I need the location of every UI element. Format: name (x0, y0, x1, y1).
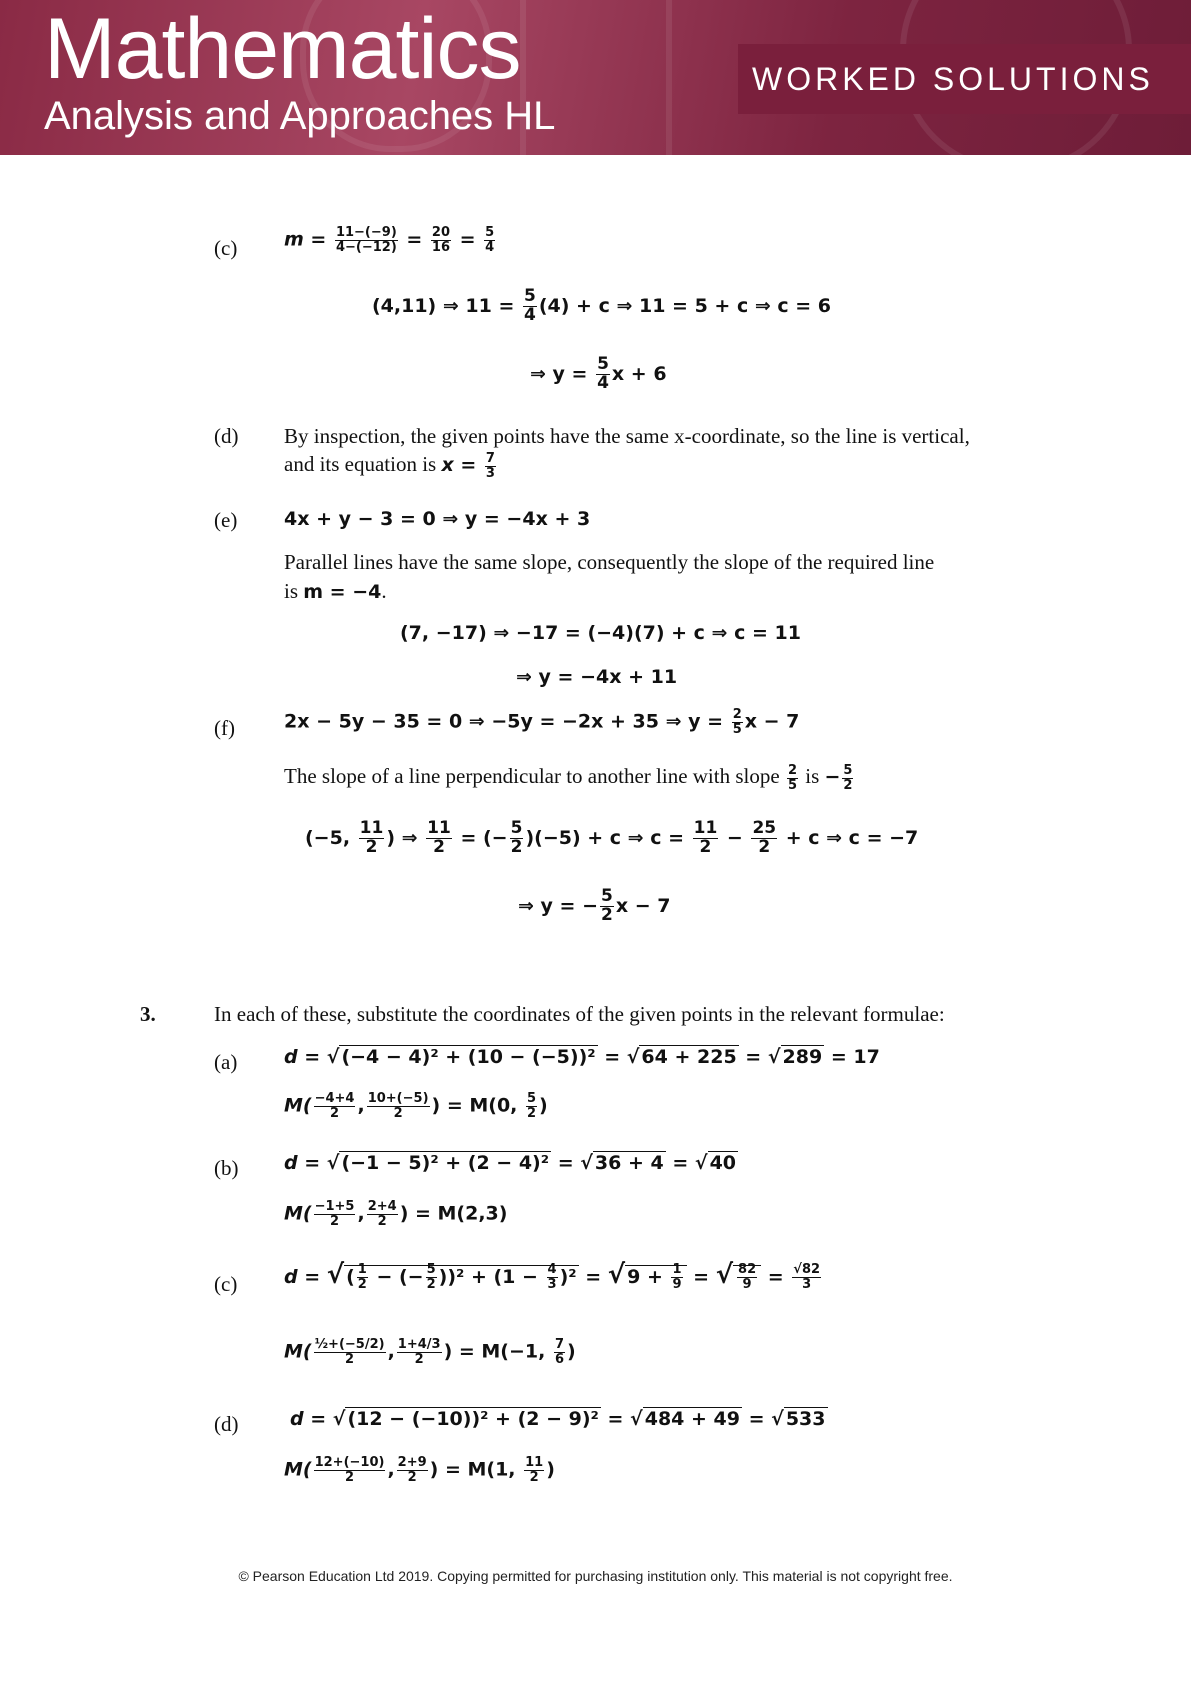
math-line: d = √ (12 − (−10))² + (2 − 9)² = √ 484 + 49 = √ 533 (290, 1408, 826, 1430)
book-title: Mathematics (44, 1, 521, 97)
text-line: By inspection, the given points have the same x-coordinate, so the line is vertical, (284, 424, 970, 448)
math-line: d = √ (−1 − 5)² + (2 − 4)² = √ 36 + 4 = √ 40 (284, 1152, 737, 1174)
text-line: and its equation is x = $\frac{7}{3}$ (284, 451, 495, 481)
text-line: Parallel lines have the same slope, consequently the slope of the required line (284, 550, 935, 574)
part-label: (e) (214, 508, 238, 532)
part-label: (d) (214, 1412, 239, 1436)
math-line: M( $\frac{-4+4}{2}$ , $\frac{10+(-5)}{2}$ ) = M(0, $\frac{5}{2}$ ) (284, 1091, 548, 1121)
math-line: (4,11) ⇒ 11 = $\frac{5}{4}$ (4) + c ⇒ 11 = 5 + c ⇒ c = 6 (372, 286, 831, 325)
part-label: (b) (214, 1156, 239, 1180)
question-number: 3. (140, 1002, 156, 1026)
part-label: (a) (214, 1050, 238, 1074)
part-label: (d) (214, 424, 239, 448)
math-line: M( $\frac{12+(-10)}{2}$ , $\frac{2+9}{2}$ ) = M(1, $\frac{11}{2}$ ) (284, 1455, 555, 1485)
math-line: d = √ ( $\frac{1}{2}$ − (− $\frac{5}{2}$ ))² + (1 − $\frac{4}{3}$ )² = √ 9 + $\frac{1}{9}$ = √ $\frac{82}{9}$ = $\frac{√82}{3}$ (284, 1260, 821, 1292)
math-line: M( $\frac{\text{½+(−5/2)}}{2}$ , $\frac{1+4/3}{2}$ ) = M(−1, $\frac{7}{6}$ ) (284, 1337, 576, 1367)
header-banner (0, 0, 1191, 155)
math-line: M( $\frac{-1+5}{2}$ , $\frac{2+4}{2}$ ) = M(2,3) (284, 1199, 508, 1229)
text-line: is m = −4. (284, 579, 387, 603)
part-label: (c) (214, 1272, 238, 1296)
question-intro: In each of these, substitute the coordinates of the given points in the relevant formulae: (214, 1002, 945, 1026)
part-label: (f) (214, 716, 235, 740)
math-line: ⇒ y = − $\frac{5}{2}$ x − 7 (518, 886, 671, 925)
math-line: ⇒ y = −4x + 11 (516, 666, 678, 688)
math-line: 4x + y − 3 = 0 ⇒ y = −4x + 3 (284, 508, 591, 530)
copyright-footer: © Pearson Education Ltd 2019. Copying permitted for purchasing institution only. This material is not copyright free. (238, 1568, 953, 1584)
math-line: 2x − 5y − 35 = 0 ⇒ −5y = −2x + 35 ⇒ y = $\frac{2}{5}$ x − 7 (284, 707, 800, 737)
text-line: The slope of a line perpendicular to another line with slope $\frac{2}{5}$ is − $\frac{5}{2}$ (284, 763, 853, 793)
part-label: (c) (214, 236, 238, 260)
book-subtitle: Analysis and Approaches HL (44, 94, 556, 138)
math-line: (−5, $\frac{11}{2}$ ) ⇒ $\frac{11}{2}$ = (− $\frac{5}{2}$ )(−5) + c ⇒ c = $\frac{11}{2}$ − $\frac{25}{2}$ + c ⇒ c = −7 (305, 818, 919, 857)
math-line: (7, −17) ⇒ −17 = (−4)(7) + c ⇒ c = 11 (400, 622, 801, 644)
worked-solutions-badge: WORKED SOLUTIONS (738, 44, 1191, 114)
math-line: d = √ (−4 − 4)² + (10 − (−5))² = √ 64 + 225 = √ 289 = 17 (284, 1046, 880, 1068)
math-line: ⇒ y = $\frac{5}{4}$ x + 6 (530, 354, 667, 393)
math-line: m = $\frac{11-(-9)}{4-(-12)}$ = $\frac{20}{16}$ = $\frac{5}{4}$ (284, 225, 495, 255)
